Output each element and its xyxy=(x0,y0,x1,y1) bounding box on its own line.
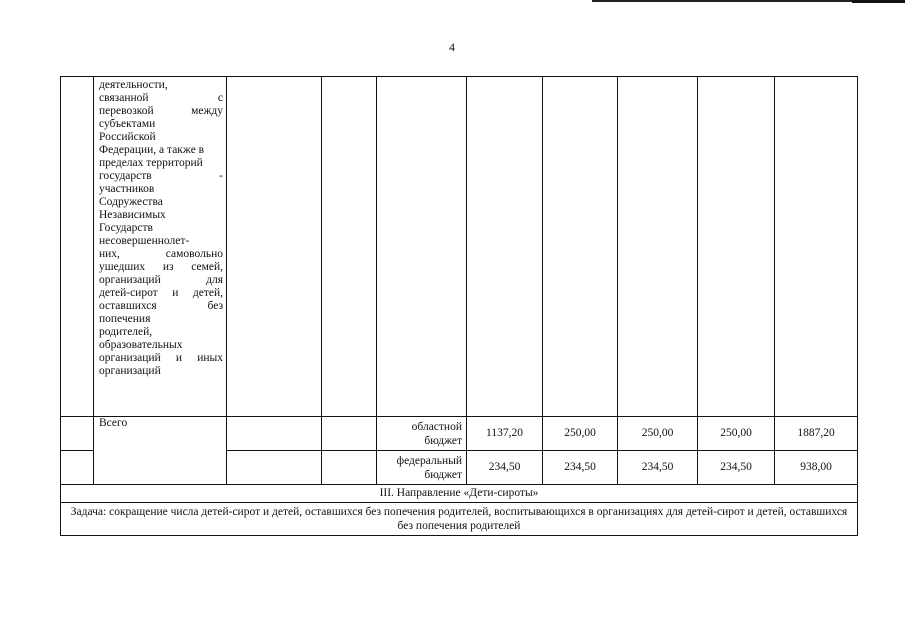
empty-cell xyxy=(775,77,858,417)
description-line: родителей, xyxy=(99,326,153,338)
row-number-cell xyxy=(61,77,94,417)
amount-cell: 234,50 xyxy=(618,451,698,485)
description-line: ушедших из семей, xyxy=(99,261,223,273)
page-number: 4 xyxy=(449,40,455,54)
empty-cell xyxy=(322,417,377,451)
funding-source: федеральный бюджет xyxy=(377,451,467,485)
amount-cell: 250,00 xyxy=(543,417,618,451)
total-regional-row xyxy=(61,417,858,451)
amount-cell: 234,50 xyxy=(467,451,543,485)
empty-cell xyxy=(698,77,775,417)
amount-cell: 234,50 xyxy=(698,451,775,485)
budget-table xyxy=(60,76,858,536)
empty-cell xyxy=(618,77,698,417)
description-line: Независимых xyxy=(99,209,166,221)
empty-cell xyxy=(467,77,543,417)
description-line: оставшихся без xyxy=(99,300,223,312)
empty-cell xyxy=(322,77,377,417)
total-label: Всего xyxy=(94,417,227,485)
description-cell xyxy=(94,77,227,417)
amount-cell: 1137,20 xyxy=(467,417,543,451)
description-line: деятельности, xyxy=(99,79,168,91)
description-line: организаций для xyxy=(99,274,223,286)
description-line: организаций xyxy=(99,365,161,377)
description-line: перевозкой между xyxy=(99,105,223,117)
description-line: государств - xyxy=(99,170,223,182)
amount-cell: 234,50 xyxy=(543,451,618,485)
task-text: Задача: сокращение числа детей-сирот и детей, оставшихся без попечения родителей, воспитывающихся в организациях для детей-сирот и детей, оставшихся без попечения родителей xyxy=(61,503,858,536)
empty-cell xyxy=(543,77,618,417)
empty-cell xyxy=(227,77,322,417)
description-line: Содружества xyxy=(99,196,163,208)
row-number-cell xyxy=(61,417,94,451)
section-row xyxy=(61,485,858,503)
amount-cell: 250,00 xyxy=(698,417,775,451)
row-number-cell xyxy=(61,451,94,485)
empty-cell xyxy=(227,417,322,451)
description-line: организаций и иных xyxy=(99,352,223,364)
description-line: пределах территорий xyxy=(99,157,203,169)
empty-cell xyxy=(322,451,377,485)
amount-cell: 250,00 xyxy=(618,417,698,451)
description-line: участников xyxy=(99,183,155,195)
empty-cell xyxy=(227,451,322,485)
description-row xyxy=(61,77,858,417)
description-line: Государств xyxy=(99,222,153,234)
description-line: несовершеннолет- xyxy=(99,235,190,247)
amount-cell: 938,00 xyxy=(775,451,858,485)
section-title: III. Направление «Дети-сироты» xyxy=(61,485,858,503)
description-line: субъектами xyxy=(99,118,156,130)
description-line: Федерации, а также в xyxy=(99,144,205,156)
top-rule-mark xyxy=(852,0,905,3)
description-line: связанной с xyxy=(99,92,223,104)
task-row xyxy=(61,503,858,536)
description-line: образовательных xyxy=(99,339,183,351)
funding-source: областной бюджет xyxy=(377,417,467,451)
amount-cell: 1887,20 xyxy=(775,417,858,451)
description-line: них, самовольно xyxy=(99,248,223,260)
empty-cell xyxy=(377,77,467,417)
description-line: Российской xyxy=(99,131,156,143)
description-line: детей-сирот и детей, xyxy=(99,287,223,299)
description-line: попечения xyxy=(99,313,151,325)
